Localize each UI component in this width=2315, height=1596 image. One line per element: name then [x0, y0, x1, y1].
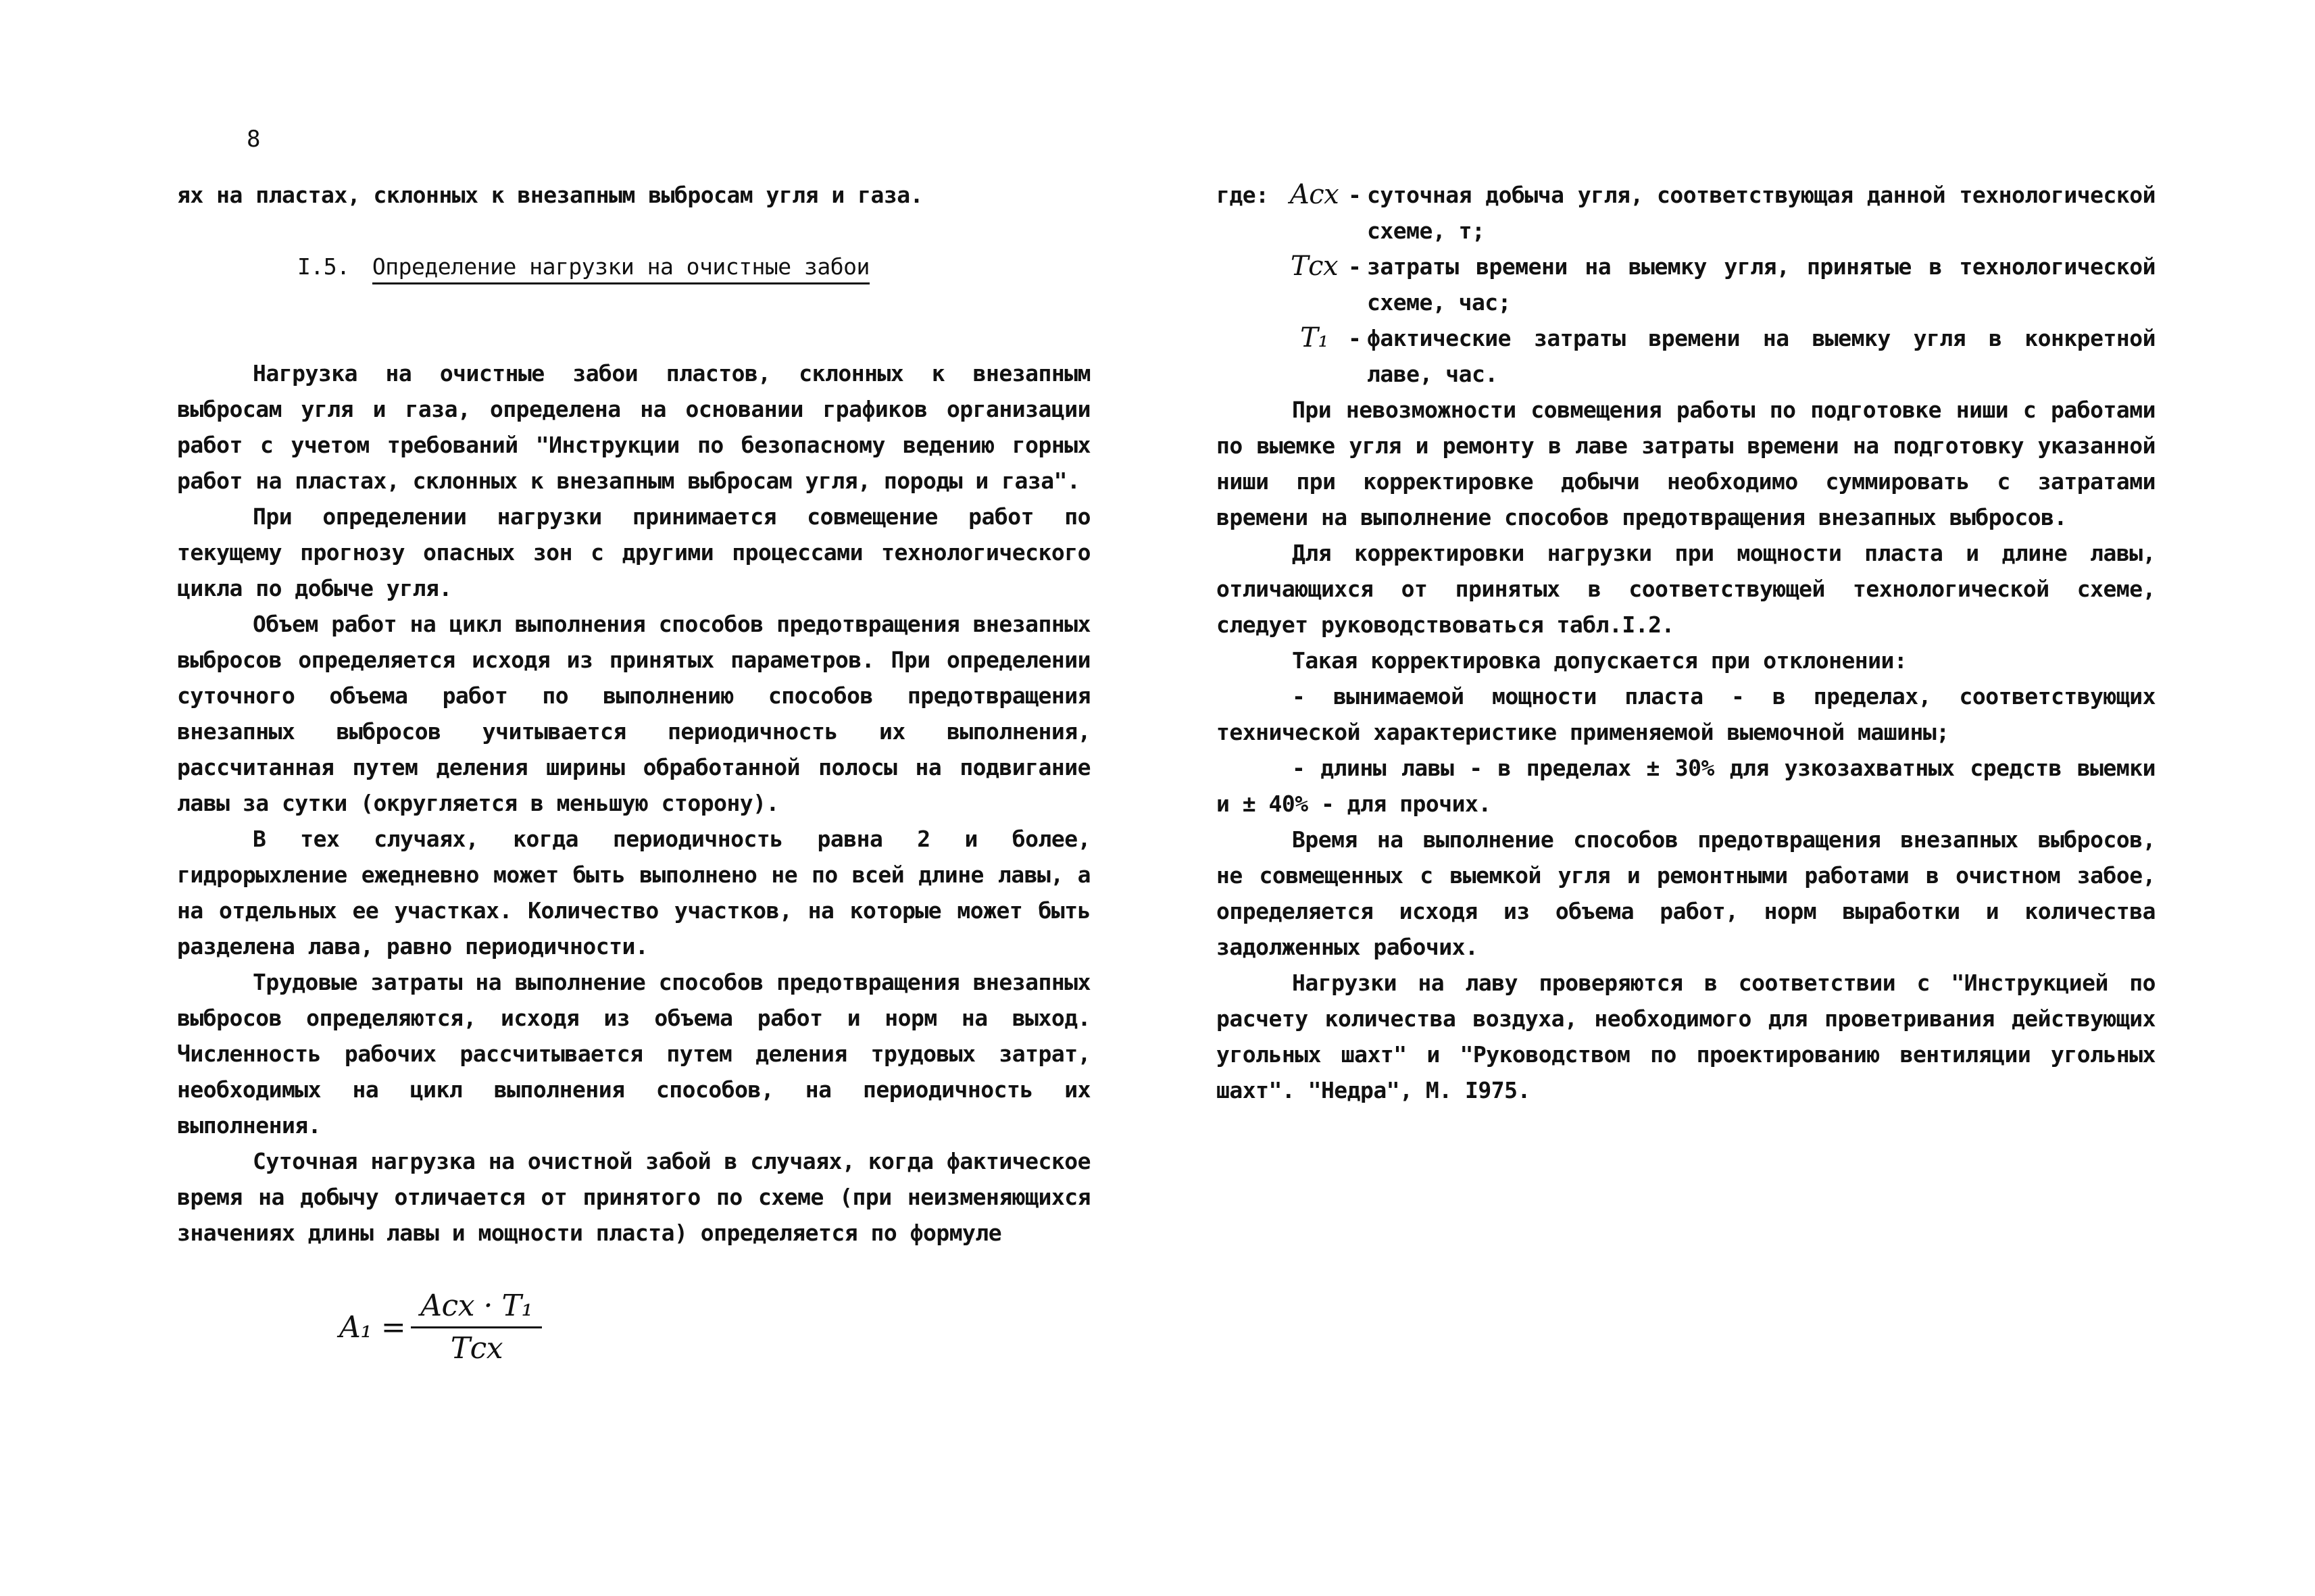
definitions-lead: где:	[1216, 182, 1269, 208]
definition-symbol: Tсх	[1290, 251, 1339, 282]
section-heading	[177, 249, 1091, 284]
formula-numerator: Aсх · T₁	[411, 1291, 542, 1328]
paragraph: Нагрузка на очистные забои пластов, склонных к внезапным выбросам угля и газа, определена на основании графиков организации работ с учетом требований "Инструкции по безопасному ведению горных работ на пластах, склонных к внезапным выбросам угля, породы и газа".	[177, 360, 1091, 494]
paragraph: - длины лавы - в пределах ± 30% для узкозахватных средств выемки и ± 40% - для прочих.	[1216, 755, 2156, 817]
formula	[339, 1291, 1091, 1364]
definition-dash: -	[1348, 253, 1362, 280]
paragraph: Такая корректировка допускается при отклонении:	[1292, 647, 1908, 674]
paragraph: Объем работ на цикл выполнения способов предотвращения внезапных выбросов определяется исходя из принятых параметров. При определении суточного объема работ по выполнению способов предотвращения внезапных выбросов учитывается периодичность их выполнения, рассчитанная путем деления ширины обработанной полосы на подвигание лавы за сутки (округляется в меньшую сторону).	[177, 611, 1091, 816]
definition-dash: -	[1348, 325, 1362, 351]
section-number: I.5.	[297, 253, 350, 280]
paragraph: Для корректировки нагрузки при мощности пласта и длине лавы, отличающихся от принятых в соответствующей технологической схеме, следует руководствоваться табл.I.2.	[1216, 540, 2156, 638]
paragraph: В тех случаях, когда периодичность равна 2 и более, гидрорыхление ежедневно может быть выполнено не по всей длине лавы, а на отдельных ее участках. Количество участков, на которые может быть разделена лава, равно периодичности.	[177, 826, 1091, 959]
section-title: Определение нагрузки на очистные забои	[372, 253, 870, 284]
paragraph: Суточная нагрузка на очистной забой в случаях, когда фактическое время на добычу отличается от принятого по схеме (при неизменяющихся значениях длины лавы и мощности пласта) определяется по формуле	[177, 1148, 1091, 1246]
formula-lhs: A₁ =	[339, 1310, 406, 1345]
paragraph: При определении нагрузки принимается совмещение работ по текущему прогнозу опасных зон с другими процессами технологического цикла по добыче угля.	[177, 503, 1091, 601]
paragraph: Трудовые затраты на выполнение способов предотвращения внезапных выбросов определяются, исходя из объема работ и норм на выход. Численность рабочих рассчитывается путем деления трудовых затрат, необходимых на цикл выполнения способов, на периодичность их выполнения.	[177, 969, 1091, 1139]
opening-line: ях на пластах, склонных к внезапным выбросам угля и газа.	[177, 182, 923, 208]
definition-symbol: T₁	[1300, 322, 1328, 353]
definition-symbol: Aсх	[1289, 179, 1339, 210]
definition-dash: -	[1348, 182, 1362, 208]
page-number: 8	[247, 126, 261, 153]
paragraph: Нагрузки на лаву проверяются в соответствии с "Инструкцией по расчету количества воздуха, необходимого для проветривания действующих угольных шахт" и "Руководством по проектированию вентиляции угольных шахт". "Недра", М. I975.	[1216, 970, 2156, 1103]
definition-row	[1216, 177, 2156, 249]
formula-fraction	[411, 1291, 542, 1364]
formula-denominator: Tсх	[450, 1331, 503, 1366]
definition-row	[1216, 320, 2156, 392]
definition-text: суточная добыча угля, соответствующая данной технологической схеме, т;	[1367, 182, 2156, 244]
left-column	[177, 177, 1091, 1364]
definition-text: затраты времени на выемку угля, принятые в технологической схеме, час;	[1367, 253, 2156, 316]
right-column	[1216, 177, 2156, 1108]
paragraph: - вынимаемой мощности пласта - в пределах, соответствующих технической характеристике применяемой выемочной машины;	[1216, 683, 2156, 745]
definition-row	[1216, 249, 2156, 320]
paragraph: Время на выполнение способов предотвращения внезапных выбросов, не совмещенных с выемкой угля и ремонтными работами в очистном забое, определяется исходя из объема работ, норм выработки и количества задолженных рабочих.	[1216, 826, 2156, 960]
definition-text: фактические затраты времени на выемку угля в конкретной лаве, час.	[1367, 325, 2156, 387]
paragraph: При невозможности совмещения работы по подготовке ниши с работами по выемке угля и ремонту в лаве затраты времени на подготовку указанной ниши при корректировке добычи необходимо суммировать с затратами времени на выполнение способов предотвращения внезапных выбросов.	[1216, 397, 2156, 530]
definitions-list	[1216, 177, 2156, 392]
